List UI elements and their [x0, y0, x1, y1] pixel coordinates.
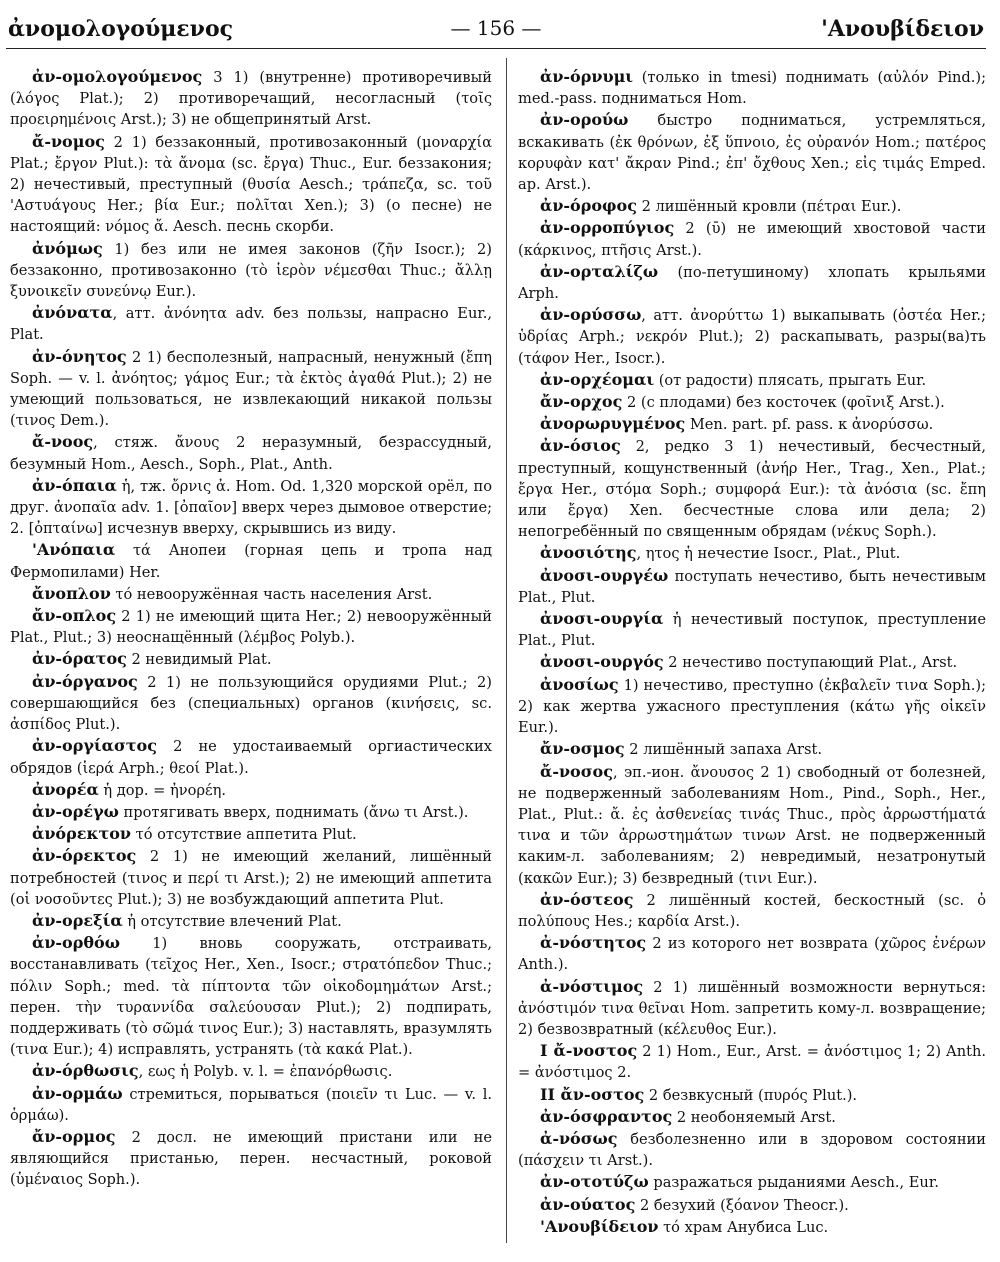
dictionary-entry [518, 1106, 986, 1128]
entry-headword: I ἄ-νοστος [540, 1041, 638, 1061]
entry-definition: 1) вновь сооружать, отстраивать, восстанавливать (τεῖχος Her., Xen., Isocr.; στρατόπεδον Thuc.; πόλιν Soph.; med. τὰ πίπτοντα τῶν οἰκοδομημάτων Arst.; перен. τὴν τυραννίδα σαλεύουσαν Plut.); 2) подпирать, поддерживать (τὸ σῶμά τινος Eur.); 3) наставлять, вразумлять (τινα Eur.); 4) исправлять, устранять (τὰ κακά Plat.). [10, 935, 492, 1059]
dictionary-entry [518, 674, 986, 739]
dictionary-entry [10, 845, 492, 910]
dictionary-entry [10, 648, 492, 670]
entry-definition: ἡ отсутствие влечений Plat. [122, 912, 342, 930]
entry-definition: Men. part. pf. pass. к ἀνορύσσω. [685, 416, 934, 434]
left-column [10, 66, 492, 1246]
dictionary-entry [518, 889, 986, 932]
dictionary-entry [518, 651, 986, 673]
entry-headword: ἀν-όπαια [32, 475, 117, 495]
entry-definition: , ητος ἡ нечестие Isocr., Plat., Plut. [636, 545, 901, 563]
entry-definition: 2 лишённый костей, бескостный (sc. ὁ πολύπους Hes.; καρδία Arst.). [518, 891, 986, 930]
entry-definition: 2 1) лишённый возможности вернуться: ἀνόστιμόν τινα θεῖναι Hom. запретить кому-л. возвращение; 2) безвозвратный (κέλευθος Eur.). [518, 978, 986, 1038]
entry-definition: , εως ἡ Polyb. v. l. = ἐπανόρθωσις. [138, 1063, 393, 1081]
entry-headword: ἀν-ορμάω [32, 1083, 123, 1103]
entry-definition: 2 невидимый Plat. [126, 651, 272, 669]
dictionary-entry [518, 565, 986, 608]
dictionary-entry [10, 238, 492, 303]
dictionary-entry [10, 932, 492, 1060]
entry-definition: , атт. ἀνόνητα adv. без пользы, напрасно Eur., Plat. [10, 305, 492, 344]
entry-headword: ἀν-ορχέομαι [540, 369, 655, 389]
entry-headword: ἀνοσι-ουργός [540, 652, 664, 672]
entry-headword: ἀνοσιότης [540, 543, 637, 563]
dictionary-entry [10, 1060, 492, 1082]
entry-definition: 2 досл. не имеющий пристани или не являющийся пристанью, перен. несчастный, роковой (ὑμέναιος Soph.). [10, 1128, 492, 1189]
dictionary-entry [518, 1040, 986, 1083]
dictionary-entry [10, 910, 492, 932]
dictionary-entry [518, 1216, 986, 1238]
entry-definition: 2 безухий (ξόανον Theocr.). [635, 1196, 849, 1214]
dictionary-entry [518, 195, 986, 217]
entry-headword: ἀν-ορούω [540, 110, 629, 130]
dictionary-entry [518, 413, 986, 435]
entry-headword: ἀν-οτοτύζω [540, 1172, 649, 1192]
dictionary-entry [518, 261, 986, 304]
entry-headword: ἄν-οσμος [540, 739, 625, 759]
entry-definition: , эп.-ион. ἄνουσος 2 1) свободный от болезней, не подверженный заболеваниям Hom., Pind., Soph., Her., Plat., Plut.: ἄ. ἐς ἀσθενείας τινάς Thuc., πρὸς ἀρρωστήματά τινα и τῶν ἀρρωστημάτων τινων Arst. не подверженный каким-л. заболеваниям; 2) невредимый, незатронутый (κακῶν Eur.); 3) безвредный (τινι Eur.). [518, 763, 986, 887]
dictionary-entry [518, 1194, 986, 1216]
dictionary-entry [10, 671, 492, 736]
entry-headword: ἄν-ορχος [540, 392, 623, 412]
entry-definition: τά Анопеи (горная цепь и тропа над Фермопилами) Her. [10, 542, 492, 581]
entry-headword: 'Ανουβίδειον [540, 1216, 659, 1236]
dictionary-entry [518, 1128, 986, 1171]
entry-headword: ἀ-νόστητος [540, 933, 647, 953]
entry-definition: 2 1) не имеющий желаний, лишённый потребностей (τινος и περί τι Arst.); 2) не имеющий аппетита (οἱ νοσοῦντες Plut.); 3) не возбуждающий аппетита Plut. [10, 848, 492, 908]
entry-headword: ἀν-όρνυμι [540, 67, 634, 86]
entry-headword: ἀνόρεκτον [32, 824, 131, 844]
entry-definition: (по-петушиному) хлопать крыльями Arph. [518, 263, 986, 303]
entry-definition: 1) без или не имея законов (ζῆν Isocr.); 2) беззаконно, противозаконно (τὸ ἱερὸν νέμεσθαι Thuc.; ἄλλῃ ξυνοικεῖν συνεύνῳ Eur.). [10, 240, 492, 301]
dictionary-entry [10, 583, 492, 605]
entry-definition: 3 1) (внутренне) противоречивый (λόγος Plat.); 2) противоречащий, несогласный (τοῖς προειρημένοις Arst.); 3) не общепринятый Arst. [10, 69, 492, 129]
right-column [518, 66, 986, 1246]
entry-definition: безболезненно или в здоровом состоянии (πάσχειν τι Arst.). [518, 1130, 986, 1170]
entry-headword: ἀ-νόσως [540, 1128, 618, 1148]
entry-headword: ἄνοπλον [32, 583, 111, 603]
entry-definition: τό невооружённая часть населения Arst. [110, 585, 433, 603]
dictionary-entry [10, 475, 492, 540]
dictionary-entry [10, 302, 492, 345]
entry-headword: II ἄν-οστος [540, 1084, 645, 1104]
dictionary-entry [10, 779, 492, 801]
running-head-left: ἀνομολογούμενος [8, 16, 234, 42]
entry-definition: поступать нечестиво, быть нечестивым Plat., Plut. [518, 567, 986, 606]
entry-definition: протягивать вверх, поднимать (ἄνω τι Arst.). [118, 803, 469, 821]
dictionary-entry [10, 1083, 492, 1126]
entry-definition: 2 1) беззаконный, противозаконный (μοναρχία Plat.; ἔργον Plut.): τὰ ἄνομα (sc. ἔργα) Thuc., Eur. беззакония; 2) нечестивый, преступный (θυσία Aesch.; τράπεζα, sc. τοῦ 'Αστυάγους Her.; βία Eur.; πολῖται Xen.); 3) (о песне) не настоящий: νόμος ἄ. Aesch. песнь скорби. [10, 133, 492, 236]
entry-headword: ἀν-όνητος [32, 346, 127, 366]
entry-headword: ἀνορωρυγμένος [540, 414, 686, 434]
dictionary-entry [10, 823, 492, 845]
dictionary-entry [10, 801, 492, 823]
page-number: — 156 — [450, 16, 542, 40]
dictionary-entry [518, 932, 986, 975]
entry-headword: ἀν-όροφος [540, 196, 637, 216]
entry-headword: ἀνοσι-ουργέω [540, 565, 669, 585]
header-rule [6, 48, 986, 49]
entry-definition: (только in tmesi) поднимать (αὐλόν Pind.); med.-pass. подниматься Hom. [518, 69, 986, 108]
entry-definition: разражаться рыданиями Aesch., Eur. [648, 1174, 939, 1192]
entry-headword: ἀν-οργίαστος [32, 736, 157, 756]
entry-definition: ἡ, тж. ὄρνις ἀ. Hom. Od. 1,320 морской орёл, по друг. ἀνοπαῖα adv. 1. [ὀπαῖον] вверх через дымовое отверстие; 2. [ὀπταίνω] исчезнув вверху, скрывшись из виду. [10, 477, 492, 538]
entry-definition: 2, редко 3 1) нечестивый, бесчестный, преступный, кощунственный (ἀνήρ Her., Trag., Xen., Plat.; ἔργα Her., στόμα Soph.; συμφορά Eur.): τὰ ἀνόσια (sc. ἔπη или ἔργα) Xen. бесчестные слова или дела; 2) непогребённый по священным обрядам (νέκυς Soph.). [518, 438, 986, 541]
dictionary-entry [518, 1171, 986, 1193]
dictionary-entry [10, 735, 492, 778]
entry-definition: (от радости) плясать, прыгать Eur. [654, 371, 927, 389]
entry-headword: ἀν-όρατος [32, 649, 127, 669]
dictionary-entry [518, 608, 986, 651]
entry-headword: ἄν-ορμος [32, 1126, 116, 1146]
dictionary-entry [10, 346, 492, 432]
dictionary-entry [518, 1084, 986, 1106]
entry-headword: ἀν-ορύσσω [540, 305, 642, 325]
entry-definition: 2 1) Hom., Eur., Arst. = ἀνόστιμος 1; 2) Anth. = ἀνόστιμος 2. [518, 1043, 986, 1082]
entry-headword: ἄ-νοσος [540, 761, 613, 781]
entry-headword: ἀν-όσιος [540, 436, 621, 456]
entry-definition: 1) нечестиво, преступно (ἐκβαλεῖν τινα Soph.); 2) как жертва ужасного преступления (κάτω γῆς οἰκεῖν Eur.). [518, 676, 986, 737]
running-head-right: 'Ανουβίδειον [821, 16, 984, 42]
entry-headword: ἀνορέα [32, 779, 99, 799]
entry-definition: , стяж. ἄνους 2 неразумный, безрассудный, безумный Hom., Aesch., Soph., Plat., Anth. [10, 434, 492, 473]
dictionary-entry [518, 435, 986, 542]
entry-definition: быстро подниматься, устремляться, вскакивать (ἐκ θρόνων, ἐξ ὕπνοιο, ἐς οὐρανόν Hom.; πατέρος κορυφὰν κατ' ἄκραν Pind.; ἐπ' ὄχθους Xen.; εἰς τιμάς Emped. ap. Arst.). [518, 112, 986, 194]
dictionary-entry [518, 542, 986, 564]
dictionary-entry [518, 217, 986, 260]
entry-headword: ἀν-ορέγω [32, 801, 119, 821]
entry-headword: ἀν-ορθόω [32, 933, 120, 953]
entry-headword: ἀν-ομολογούμενος [32, 67, 203, 86]
entry-headword: ἀνοσίως [540, 674, 619, 694]
page-header [8, 8, 984, 48]
dictionary-entry [10, 605, 492, 648]
entry-headword: ἀν-ορταλίζω [540, 261, 659, 281]
entry-headword: ἀν-όρθωσις [32, 1061, 139, 1081]
entry-headword: ἀν-ορεξία [32, 910, 123, 930]
entry-headword: ἀν-ούατος [540, 1194, 636, 1214]
dictionary-entry [518, 738, 986, 760]
entry-definition: τό отсутствие аппетита Plut. [130, 826, 357, 844]
entry-headword: ἀν-ορροπύγιος [540, 218, 675, 238]
entry-definition: 2 не удостаиваемый оргиастических обрядов (ἱερά Arph.; θεοί Plat.). [10, 738, 492, 777]
entry-definition: 2 нечестиво поступающий Plat., Arst. [663, 654, 958, 672]
dictionary-entry [518, 109, 986, 195]
entry-definition: ἡ нечестивый поступок, преступление Plat., Plut. [518, 611, 986, 650]
entry-definition: 2 лишённый кровли (πέτραι Eur.). [636, 198, 902, 216]
entry-headword: ἀν-όρεκτος [32, 846, 137, 866]
dictionary-entry [10, 539, 492, 582]
entry-definition: 2 1) бесполезный, напрасный, ненужный (ἔπη Soph. — v. l. ἀνόητος; γάμος Eur.; τὰ ἐκτὸς ἀγαθά Plut.); 2) не умеющий пользоваться, не извлекающий никакой пользы (τινος Dem.). [10, 348, 492, 430]
entry-headword: ἀνόμως [32, 238, 103, 258]
entry-headword: ἄν-οπλος [32, 606, 117, 626]
dictionary-entry [10, 131, 492, 238]
entry-definition: стремиться, порываться (ποιεῖν τι Luc. — v. l. ὁρμάω). [10, 1085, 492, 1124]
dictionary-entry [518, 66, 986, 109]
column-divider [506, 58, 507, 1243]
entry-definition: 2 необоняемый Arst. [672, 1108, 836, 1126]
entry-headword: ἀνόνατα [32, 303, 113, 323]
dictionary-entry [518, 391, 986, 413]
entry-definition: 2 (ῡ) не имеющий хвостовой части (κάρκινος, πτῆσις Arst.). [518, 220, 986, 259]
entry-definition: 2 (с плодами) без косточек (φοῖνιξ Arst.). [622, 394, 945, 412]
entry-headword: ἀν-όστεος [540, 889, 634, 909]
dictionary-entry [518, 761, 986, 889]
dictionary-entry [10, 66, 492, 131]
entry-headword: 'Ανόπαια [32, 540, 116, 560]
entry-headword: ἀν-όσφραντος [540, 1106, 673, 1126]
entry-definition: ἡ дор. = ἠνορέη. [98, 781, 226, 799]
dictionary-entry [518, 976, 986, 1041]
dictionary-entry [518, 369, 986, 391]
dictionary-entry [518, 304, 986, 369]
entry-headword: ἀν-όργανος [32, 671, 138, 691]
entry-definition: , атт. ἀνορύττω 1) выкапывать (ὀστέα Her.; ὑδρίας Arph.; νεκρόν Plut.); 2) раскапывать, разры(ва)ть (τάφον Her., Isocr.). [518, 307, 986, 367]
entry-definition: 2 из которого нет возврата (χῶρος ἐνέρων Anth.). [518, 935, 986, 974]
entry-definition: 2 лишённый запаха Arst. [624, 741, 823, 759]
entry-headword: ἀ-νόστιμος [540, 976, 644, 996]
entry-definition: τό храм Анубиса Luc. [658, 1218, 829, 1236]
entry-headword: ἄ-νοος [32, 432, 94, 452]
dictionary-entry [10, 431, 492, 474]
entry-headword: ἀνοσι-ουργία [540, 609, 664, 629]
dictionary-entry [10, 1126, 492, 1191]
entry-definition: 2 1) не имеющий щита Her.; 2) невооружённый Plat., Plut.; 3) неоснащённый (λέμβος Polyb.). [10, 608, 492, 647]
entry-headword: ἄ-νομος [32, 131, 105, 151]
entry-definition: 2 1) не пользующийся орудиями Plut.; 2) совершающийся без (специальных) органов (κινήσεις, sc. ἀσπίδος Plut.). [10, 673, 492, 734]
entry-definition: 2 безвкусный (πυρός Plut.). [644, 1086, 858, 1104]
